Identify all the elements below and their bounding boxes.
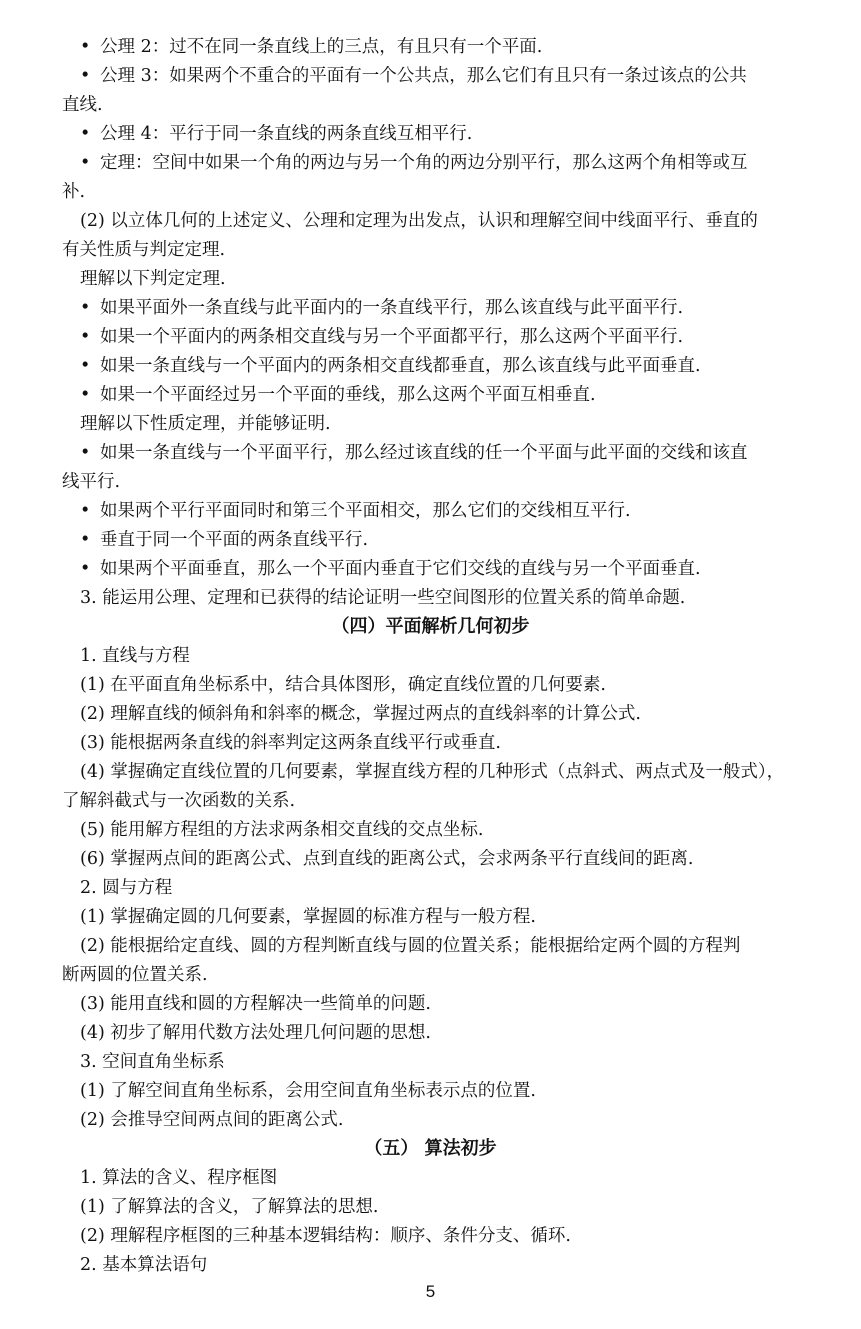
- section-heading: （四）平面解析几何初步: [331, 616, 530, 637]
- text-line: (1) 了解空间直角坐标系，会用空间直角坐标表示点的位置.: [80, 1081, 536, 1101]
- text-line: (2) 能根据给定直线、圆的方程判断直线与圆的位置关系；能根据给定两个圆的方程判: [80, 936, 741, 956]
- bullet-line: • 公理 4：平行于同一条直线的两条直线互相平行.: [0, 120, 861, 148]
- bullet-line: • 如果一个平面内的两条相交直线与另一个平面都平行，那么这两个平面平行.: [0, 323, 861, 351]
- text-line: 3. 能运用公理、定理和已获得的结论证明一些空间图形的位置关系的简单命题.: [80, 588, 686, 608]
- bullet-line: • 如果一条直线与一个平面内的两条相交直线都垂直，那么该直线与此平面垂直.: [0, 352, 861, 380]
- text-line: (1) 了解算法的含义，了解算法的思想.: [80, 1197, 379, 1217]
- text-line: 有关性质与判定定理.: [62, 240, 226, 260]
- text-line: 2. 圆与方程: [80, 878, 173, 898]
- text-line: (2) 理解程序框图的三种基本逻辑结构：顺序、条件分支、循环.: [80, 1226, 571, 1246]
- page-number: 5: [425, 1282, 436, 1301]
- bullet-line: • 如果两个平面垂直，那么一个平面内垂直于它们交线的直线与另一个平面垂直.: [0, 555, 861, 583]
- bullet-line: • 垂直于同一个平面的两条直线平行.: [0, 526, 861, 554]
- bullet-line: • 如果一条直线与一个平面平行，那么经过该直线的任一个平面与此平面的交线和该直: [0, 439, 861, 467]
- text-line: 理解以下判定定理.: [80, 269, 226, 289]
- text-line: 线平行.: [62, 472, 121, 492]
- text-line: 直线.: [62, 95, 103, 115]
- text-line: (4) 初步了解用代数方法处理几何问题的思想.: [80, 1023, 431, 1043]
- text-line: (4) 掌握确定直线位置的几何要素，掌握直线方程的几种形式（点斜式、两点式及一般式），: [80, 762, 785, 782]
- bullet-line: • 公理 3：如果两个不重合的平面有一个公共点，那么它们有且只有一条过该点的公共: [0, 62, 861, 90]
- text-line: 2. 基本算法语句: [80, 1255, 208, 1275]
- text-line: 理解以下性质定理，并能够证明.: [80, 414, 331, 434]
- text-line: (1) 在平面直角坐标系中，结合具体图形，确定直线位置的几何要素.: [80, 675, 606, 695]
- bullet-line: • 如果平面外一条直线与此平面内的一条直线平行，那么该直线与此平面平行.: [0, 294, 861, 322]
- text-line: (2) 理解直线的倾斜角和斜率的概念，掌握过两点的直线斜率的计算公式.: [80, 704, 641, 724]
- bullet-line: • 如果一个平面经过另一个平面的垂线，那么这两个平面互相垂直.: [0, 381, 861, 409]
- text-line: (3) 能用直线和圆的方程解决一些简单的问题.: [80, 994, 431, 1014]
- text-line: (1) 掌握确定圆的几何要素，掌握圆的标准方程与一般方程.: [80, 907, 536, 927]
- bullet-line: • 公理 2：过不在同一条直线上的三点，有且只有一个平面.: [0, 33, 861, 61]
- text-line: (6) 掌握两点间的距离公式、点到直线的距离公式，会求两条平行直线间的距离.: [80, 849, 694, 869]
- text-line: (3) 能根据两条直线的斜率判定这两条直线平行或垂直.: [80, 733, 501, 753]
- text-line: (5) 能用解方程组的方法求两条相交直线的交点坐标.: [80, 820, 484, 840]
- text-line: 断两圆的位置关系.: [62, 965, 208, 985]
- bullet-line: • 定理：空间中如果一个角的两边与另一个角的两边分别平行，那么这两个角相等或互: [0, 149, 861, 177]
- text-line: 3. 空间直角坐标系: [80, 1052, 225, 1072]
- text-line: 了解斜截式与一次函数的关系.: [62, 791, 296, 811]
- text-line: (2) 会推导空间两点间的距离公式.: [80, 1110, 344, 1130]
- section-heading: （五） 算法初步: [364, 1138, 497, 1159]
- text-line: 补.: [62, 182, 86, 202]
- text-line: (2) 以立体几何的上述定义、公理和定理为出发点，认识和理解空间中线面平行、垂直的: [80, 211, 758, 231]
- bullet-line: • 如果两个平行平面同时和第三个平面相交，那么它们的交线相互平行.: [0, 497, 861, 525]
- text-line: 1. 直线与方程: [80, 646, 190, 666]
- text-line: 1. 算法的含义、程序框图: [80, 1168, 278, 1188]
